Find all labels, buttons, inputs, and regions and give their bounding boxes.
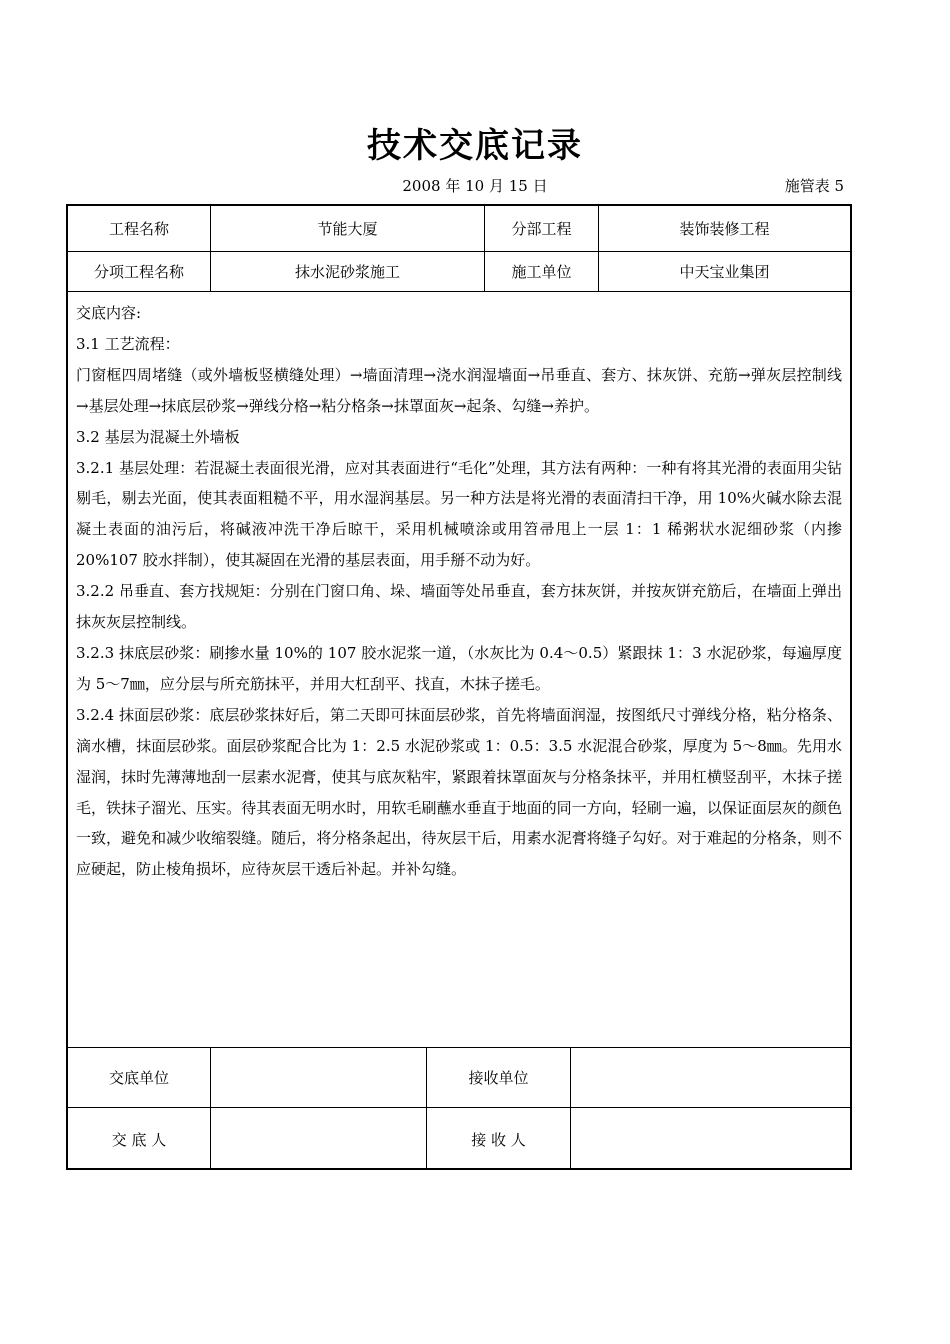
receiver-person-label: 接 收 人 (427, 1108, 571, 1170)
record-date: 2008 年 10 月 15 日 (402, 177, 548, 195)
page-title: 技术交底记录 (367, 126, 583, 166)
content-heading: 交底内容: (76, 304, 142, 322)
content-paragraph: 3.2.2 吊垂直、套方找规矩：分别在门窗口角、垛、墙面等处吊垂直，套方抹灰饼，并按灰饼充筋后，在墙面上弹出抹灰灰层控制线。 (76, 582, 842, 632)
project-name-value: 节能大厦 (211, 206, 485, 251)
signature-row-persons (68, 1108, 850, 1170)
signature-row-units (68, 1048, 850, 1108)
contractor-label: 施工单位 (485, 252, 599, 291)
content-paragraph: 门窗框四周堵缝（或外墙板竖横缝处理）→墙面清理→浇水润湿墙面→吊垂直、套方、抹灰饼、充筋→弹灰层控制线→基层处理→抹底层砂浆→弹线分格→粘分格条→抹罩面灰→起条、勾缝→养护。 (76, 365, 842, 415)
form-number: 施管表 5 (784, 177, 844, 195)
record-table (66, 204, 852, 1170)
disclosure-content (68, 292, 850, 1048)
receiver-unit-label: 接收单位 (427, 1048, 571, 1107)
receiver-person-field[interactable] (571, 1108, 850, 1170)
content-paragraph: 3.1 工艺流程： (76, 334, 180, 353)
issuer-unit-field[interactable] (211, 1048, 427, 1107)
header-row-1 (68, 206, 850, 252)
issuer-person-label: 交 底 人 (68, 1108, 211, 1170)
contractor-value: 中天宝业集团 (679, 263, 770, 281)
issuer-unit-label: 交底单位 (68, 1048, 211, 1107)
receiver-unit-field[interactable] (571, 1048, 850, 1107)
content-paragraph: 3.2.3 抹底层砂浆：刷掺水量 10%的 107 胶水泥浆一道，（水灰比为 0.4～0.5）紧跟抹 1：3 水泥砂浆，每遍厚度为 5～7㎜，应分层与所充筋抹平，并用大杠刮平、找直，木抹子搓毛。 (76, 643, 842, 693)
header-row-2 (68, 252, 850, 292)
division-label: 分部工程 (485, 206, 599, 251)
subitem-label: 分项工程名称 (68, 252, 211, 291)
content-paragraph: 3.2 基层为混凝土外墙板 (76, 427, 240, 446)
issuer-person-field[interactable] (211, 1108, 427, 1170)
content-paragraph: 3.2.1 基层处理：若混凝土表面很光滑，应对其表面进行“毛化”处理，其方法有两种：一种有将其光滑的表面用尖钻剔毛，剔去光面，使其表面粗糙不平，用水湿润基层。另一种方法是将光滑的表面清扫干净，用 10%火碱水除去混凝土表面的油污后，将碱液冲洗干净后晾干，采用机械喷涂或用笤帚甩上一层 1：1 稀粥状水泥细砂浆（内掺 20%107 胶水拌制），使其凝固在光滑的基层表面，用手掰不动为好。 (76, 458, 842, 570)
subitem-value: 抹水泥砂浆施工 (211, 252, 485, 291)
project-name-label: 工程名称 (68, 206, 211, 251)
content-paragraph: 3.2.4 抹面层砂浆：底层砂浆抹好后，第二天即可抹面层砂浆，首先将墙面润湿，按图纸尺寸弹线分格，粘分格条、滴水槽，抹面层砂浆。面层砂浆配合比为 1：2.5 水泥砂浆或 1：0.5：3.5 水泥混合砂浆，厚度为 5～8㎜。先用水湿润，抹时先薄薄地刮一层素水泥膏，使其与底灰粘牢，紧跟着抹罩面灰与分格条抹平，并用杠横竖刮平，木抹子搓毛，铁抹子溜光、压实。待其表面无明水时，用软毛刷蘸水垂直于地面的同一方向，轻刷一遍，以保证面层灰的颜色一致，避免和减少收缩裂缝。随后，将分格条起出，待灰层干后，用素水泥膏将缝子勾好。对于难起的分格条，则不应硬起，防止棱角损坏，应待灰层干透后补起。并补勾缝。 (76, 705, 842, 879)
division-value: 装饰装修工程 (679, 220, 770, 238)
